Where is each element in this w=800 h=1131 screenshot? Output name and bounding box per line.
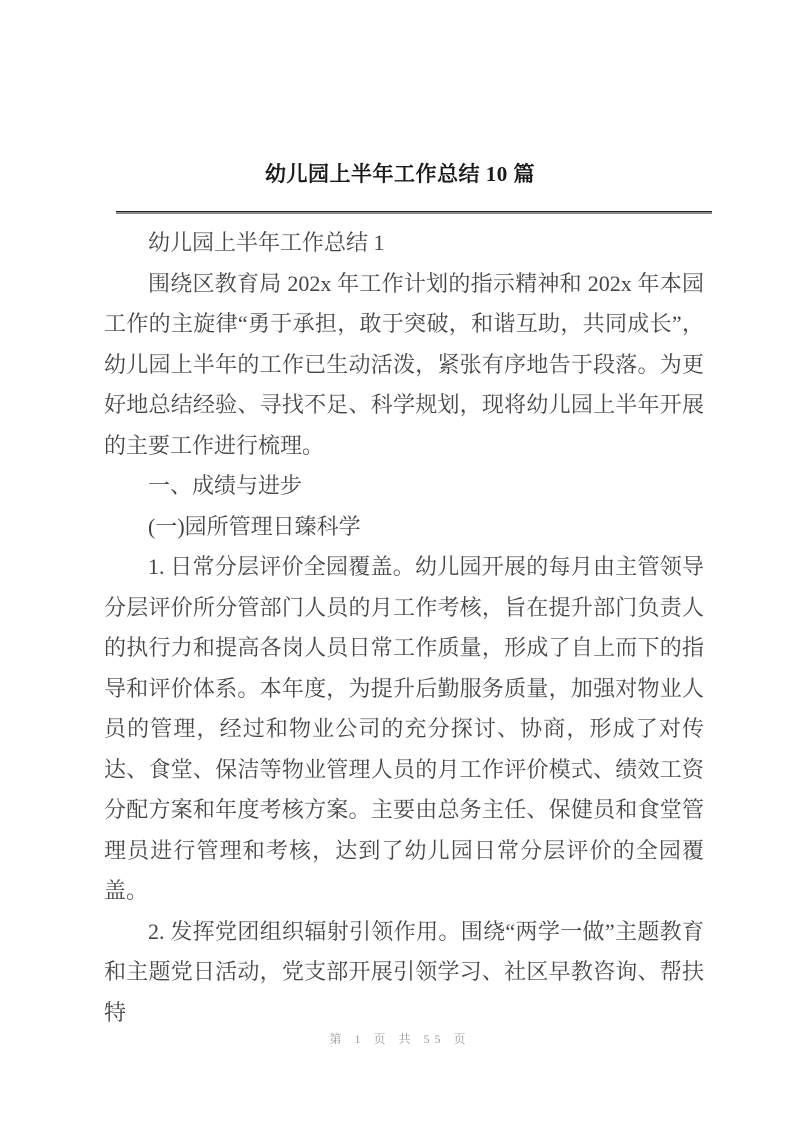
page-number-label: 第 1 页 共 55 页 (329, 1032, 471, 1046)
paragraph-intro: 围绕区教育局 202x 年工作计划的指示精神和 202x 年本园工作的主旋律“勇于承担，敢于突破，和谐互助，共同成长”，幼儿园上半年的工作已生动活泼，紧张有序地告于段落。为更好地总结经验、寻找不足、科学规划，现将幼儿园上半年开展的主要工作进行梳理。 (104, 270, 704, 458)
title-divider (116, 211, 712, 214)
document-title: 幼儿园上半年工作总结 10 篇 (265, 162, 535, 186)
paragraph-item-2: 2. 发挥党团组织辐射引领作用。围绕“两学一做”主题教育和主题党日活动，党支部开展引领学习、社区早教咨询、帮扶特 (104, 918, 704, 1025)
paragraph-subtitle: 幼儿园上半年工作总结 1 (148, 230, 385, 255)
page-footer (0, 1030, 800, 1047)
document-body (104, 223, 704, 1033)
paragraph-section-heading: 一、成绩与进步 (148, 473, 303, 498)
paragraph-subsection-heading: (一)园所管理日臻科学 (148, 513, 361, 539)
paragraph-item-1: 1. 日常分层评价全园覆盖。幼儿园开展的每月由主管领导分层评价所分管部门人员的月工作考核，旨在提升部门负责人的执行力和提高各岗人员日常工作质量，形成了自上而下的指导和评价体系。本年度，为提升后勤服务质量，加强对物业人员的管理，经过和物业公司的充分探讨、协商，形成了对传达、食堂、保洁等物业管理人员的月工作评价模式、绩效工资分配方案和年度考核方案。主要由总务主任、保健员和食堂管理员进行管理和考核，达到了幼儿园日常分层评价的全园覆盖。 (104, 554, 704, 903)
